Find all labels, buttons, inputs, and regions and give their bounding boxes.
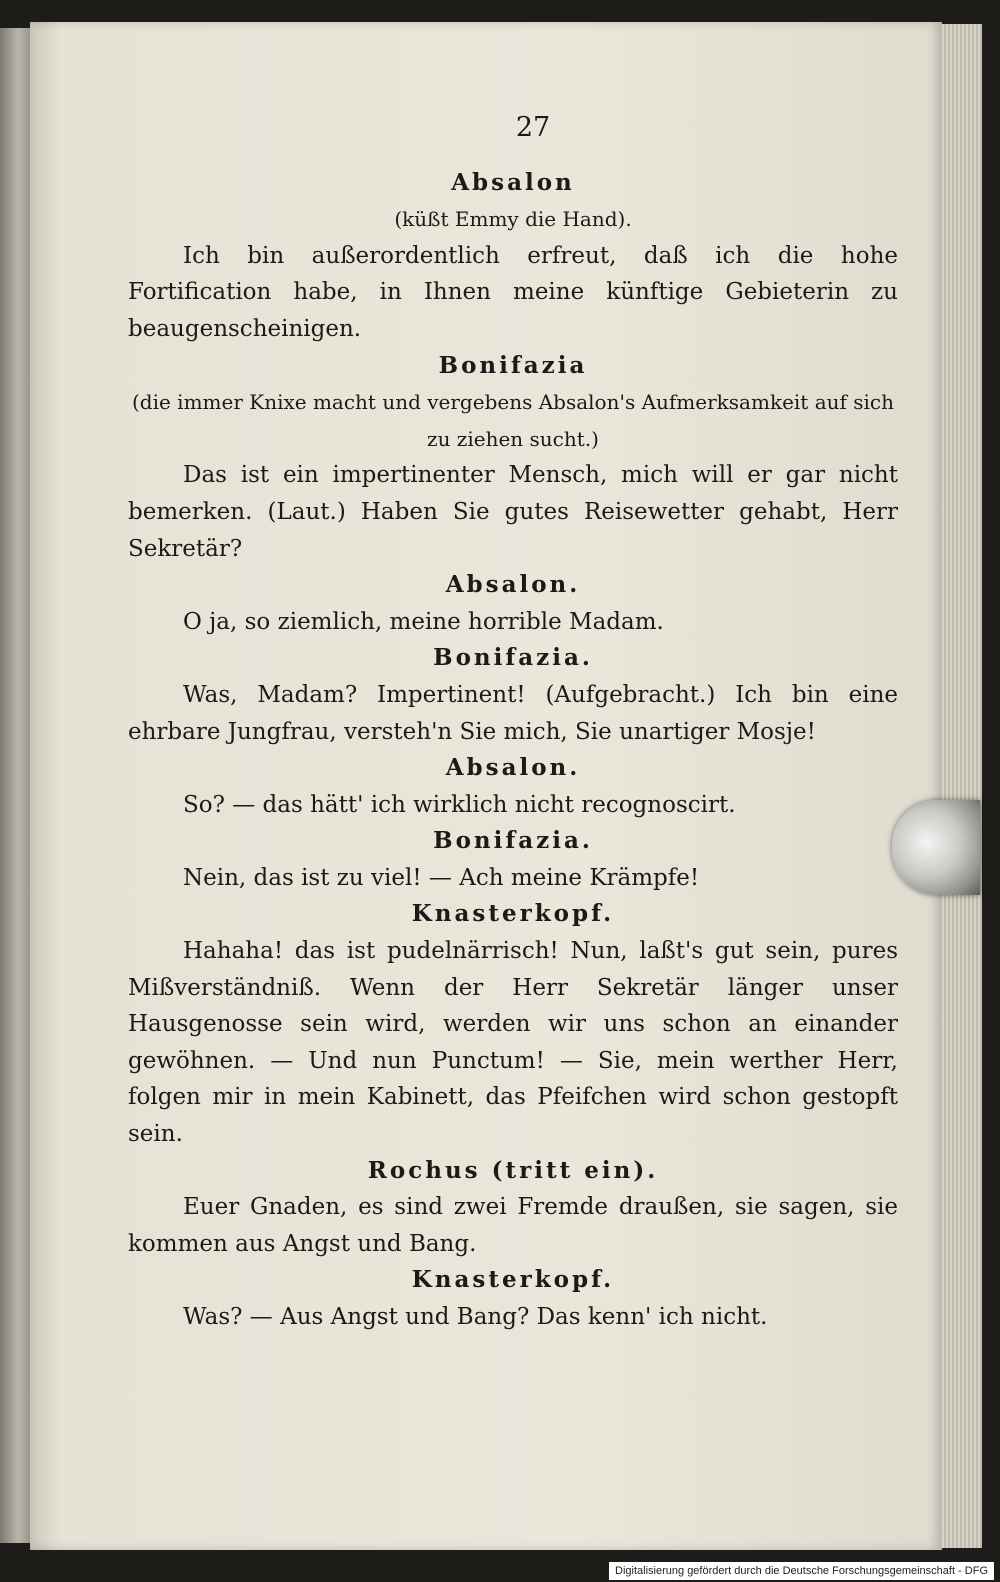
speaker-name: Bonifazia bbox=[438, 351, 588, 379]
dialogue-line: Euer Gnaden, es sind zwei Fremde draußen, sie sagen, sie kommen aus Angst und Bang. bbox=[128, 1194, 898, 1257]
dialogue-line: Was? — Aus Angst und Bang? Das kenn' ich nicht. bbox=[183, 1304, 768, 1330]
speaker-name: Absalon. bbox=[445, 754, 581, 782]
speaker-name: Bonifazia. bbox=[433, 644, 593, 672]
text-lines bbox=[128, 165, 898, 1336]
dialogue-line: Hahaha! das ist pudelnärrisch! Nun, laßt's gut sein, pures Mißverständniß. Wenn der Herr Sekretär länger unser Hausgenosse sein wird, werden wir uns schon an einander gewöhnen. — Und nun Punctum! — Sie, mein werther Herr, folgen mir in mein Kabinett, das Pfeifchen wird schon gestopft sein. bbox=[128, 938, 898, 1148]
stage-direction: (küßt Emmy die Hand). bbox=[394, 207, 632, 232]
speaker-name: Knasterkopf. bbox=[411, 900, 615, 928]
dialogue-line: Nein, das ist zu viel! — Ach meine Krämpfe! bbox=[183, 864, 700, 891]
speaker-name: Absalon bbox=[451, 168, 575, 196]
dialogue-line: Ich bin außerordentlich erfreut, daß ich die hohe Fortification habe, in Ihnen meine künftige Gebieterin zu beaugenscheinigen. bbox=[128, 242, 898, 342]
dialogue-line: Das ist ein impertinenter Mensch, mich will er gar nicht bemerken. (Laut.) Haben Sie gutes Reisewetter gehabt, Herr Sekretär? bbox=[128, 462, 898, 562]
dialogue-line: Was, Madam? Impertinent! (Aufgebracht.) Ich bin eine ehrbare Jungfrau, versteh'n Sie mich, Sie unartiger Mosje! bbox=[128, 681, 898, 745]
dialogue-line: So? — das hätt' ich wirklich nicht recognoscirt. bbox=[183, 791, 736, 818]
page-stack-edge bbox=[942, 24, 982, 1548]
page-clip bbox=[892, 800, 980, 895]
speaker-name: Knasterkopf. bbox=[411, 1266, 615, 1294]
dialogue-line: O ja, so ziemlich, meine horrible Madam. bbox=[183, 608, 664, 635]
page-number: 27 bbox=[515, 112, 551, 143]
facing-page-edge bbox=[0, 28, 30, 1543]
speaker-name: Rochus (tritt ein). bbox=[367, 1156, 659, 1184]
stage-direction: (die immer Knixe macht und vergebens Absalon's Aufmerksamkeit auf sich zu ziehen sucht.) bbox=[131, 390, 894, 451]
speaker-name: Absalon. bbox=[445, 571, 581, 599]
digitization-credit: Digitalisierung gefördert durch die Deutsche Forschungsgemeinschaft - DFG bbox=[609, 1562, 994, 1580]
speaker-name: Bonifazia. bbox=[433, 827, 593, 855]
page-text bbox=[128, 110, 898, 1336]
